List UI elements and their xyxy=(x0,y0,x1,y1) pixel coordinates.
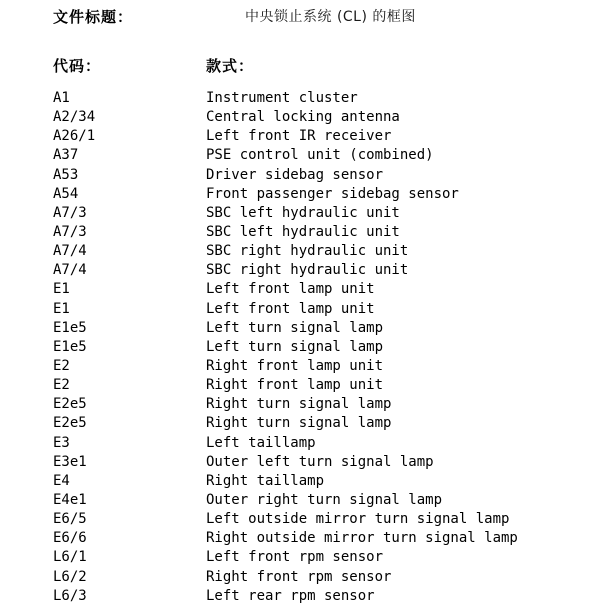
table-row xyxy=(53,242,603,261)
table-row xyxy=(53,357,603,376)
component-description: Outer right turn signal lamp xyxy=(206,492,443,509)
component-description: Right front rpm sensor xyxy=(206,568,392,585)
table-row xyxy=(53,223,603,242)
component-code: E2 xyxy=(53,377,70,394)
table-row xyxy=(53,414,603,433)
component-code: L6/2 xyxy=(53,568,87,585)
component-description: Right outside mirror turn signal lamp xyxy=(206,530,518,547)
component-code: E3 xyxy=(53,434,70,451)
component-code: E3e1 xyxy=(53,453,87,470)
component-code: E1e5 xyxy=(53,338,87,355)
table-row xyxy=(53,338,603,357)
table-row xyxy=(53,510,603,529)
table-row xyxy=(53,300,603,319)
table-row xyxy=(53,185,603,204)
component-code: E1 xyxy=(53,300,70,317)
component-description: Left taillamp xyxy=(206,434,316,451)
component-code: A54 xyxy=(53,185,79,202)
code-column-header: 代码： xyxy=(53,56,102,75)
component-description: Right front lamp unit xyxy=(206,377,384,394)
table-row xyxy=(53,166,603,185)
table-row xyxy=(53,261,603,280)
table-row xyxy=(53,319,603,338)
component-description: SBC left hydraulic unit xyxy=(206,224,400,241)
component-code: A7/3 xyxy=(53,224,87,241)
component-description: Left turn signal lamp xyxy=(206,319,384,336)
table-row xyxy=(53,587,603,606)
component-description: Left outside mirror turn signal lamp xyxy=(206,511,510,528)
component-description: PSE control unit (combined) xyxy=(206,147,434,164)
component-description: Left rear rpm sensor xyxy=(206,587,375,604)
file-title-value: 中央锁止系统 (CL) 的框图 xyxy=(245,9,416,25)
table-row xyxy=(53,434,603,453)
component-description: Outer left turn signal lamp xyxy=(206,453,434,470)
component-code: E1 xyxy=(53,281,70,298)
table-row xyxy=(53,89,603,108)
style-column-header: 款式： xyxy=(206,56,255,75)
table-row xyxy=(53,529,603,548)
component-description: Central locking antenna xyxy=(206,109,400,126)
component-code: E6/6 xyxy=(53,530,87,547)
component-description: Instrument cluster xyxy=(206,90,358,107)
component-description: Left front lamp unit xyxy=(206,300,375,317)
table-row xyxy=(53,280,603,299)
component-code: A7/4 xyxy=(53,243,87,260)
file-title-label: 文件标题： xyxy=(53,7,134,26)
component-description: Front passenger sidebag sensor xyxy=(206,185,459,202)
table-row xyxy=(53,568,603,587)
component-description: Left front lamp unit xyxy=(206,281,375,298)
component-code: E4e1 xyxy=(53,492,87,509)
table-header xyxy=(53,54,254,76)
component-code: E2e5 xyxy=(53,396,87,413)
component-description: SBC right hydraulic unit xyxy=(206,243,409,260)
component-code: E1e5 xyxy=(53,319,87,336)
table-row xyxy=(53,491,603,510)
table-row xyxy=(53,376,603,395)
table-row xyxy=(53,472,603,491)
table-row xyxy=(53,108,603,127)
component-code: A2/34 xyxy=(53,109,96,126)
component-code: A37 xyxy=(53,147,79,164)
component-code: L6/3 xyxy=(53,587,87,604)
table-row xyxy=(53,453,603,472)
component-description: Driver sidebag sensor xyxy=(206,166,384,183)
component-description: Left front rpm sensor xyxy=(206,549,384,566)
component-code: A7/3 xyxy=(53,204,87,221)
component-description: SBC left hydraulic unit xyxy=(206,204,400,221)
component-description: Left turn signal lamp xyxy=(206,338,384,355)
component-description: Right taillamp xyxy=(206,472,325,489)
component-description: SBC right hydraulic unit xyxy=(206,262,409,279)
component-code: A26/1 xyxy=(53,128,96,145)
component-description: Left front IR receiver xyxy=(206,128,392,145)
component-description: Right front lamp unit xyxy=(206,358,384,375)
table-row xyxy=(53,395,603,414)
table-row xyxy=(53,548,603,567)
component-code: L6/1 xyxy=(53,549,87,566)
component-code: A53 xyxy=(53,166,79,183)
table-row xyxy=(53,127,603,146)
component-code: E6/5 xyxy=(53,511,87,528)
component-code: E4 xyxy=(53,472,70,489)
component-description: Right turn signal lamp xyxy=(206,396,392,413)
component-code: E2e5 xyxy=(53,415,87,432)
table-row xyxy=(53,204,603,223)
component-list xyxy=(53,89,603,606)
component-code: E2 xyxy=(53,358,70,375)
component-code: A1 xyxy=(53,90,70,107)
component-description: Right turn signal lamp xyxy=(206,415,392,432)
file-title-row xyxy=(53,5,416,27)
component-code: A7/4 xyxy=(53,262,87,279)
table-row xyxy=(53,146,603,165)
